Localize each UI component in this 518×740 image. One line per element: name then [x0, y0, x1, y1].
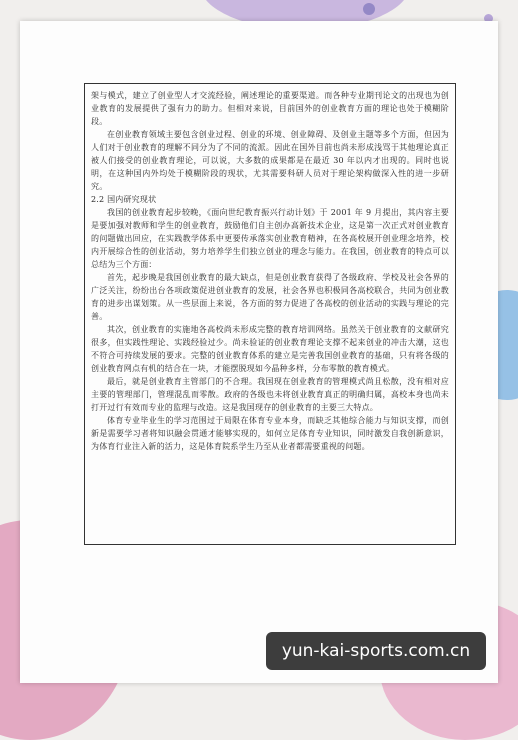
watermark-url: yun-kai-sports.com.cn [266, 632, 486, 670]
paragraph-conclusion: 体育专业毕业生的学习范围过于局限在体育专业本身，而缺乏其他综合能力与知识支撑，而创新是需要学习者将知识融会贯通才能够实现的，如何立足体育专业知识，同时激发自我创新意识，为体育行业注入新的活力，这是体育院系学生乃至从业者都需要重视的问题。 [91, 416, 449, 451]
paragraph-point-first: 首先，起步晚是我国创业教育的最大缺点，但是创业教育获得了各级政府、学校及社会各界的广泛关注，纷纷出台各项政策促进创业教育的发展，社会各界也积极同各高校联合，共同为创业教育的进步出谋划策。从一些层面上来说，各方面的努力促进了各高校的创业活动的实践与理论的完善。 [91, 273, 449, 321]
paragraph-domestic-intro: 我国的创业教育起步较晚，《面向世纪教育振兴行动计划》于 2001 年 9 月提出，其内容主要是要加强对教师和学生的创业教育，鼓励他们自主创办高新技术企业，这是第一次正式对创业教育的问题做出回应，在实践教学体系中更要传承落实创业教育精神，在各高校展开创业理念培养，校内开展综合性的创业活动，努力培养学生们独立创业的理念与能力。在我国，创业教育的特点可以总结为三个方面： [91, 208, 449, 269]
paragraph-foreign-theory: 在创业教育领域主要包含创业过程、创业的环境、创业障碍、及创业主题等多个方面，但因为人们对于创业教育的理解不同分为了不同的流派。因此在国外目前也尚未形成浅骂于其他理论真正被人们接受的创业教育理论，可以说，大多数的成果都是在最近 30 年以内才出现的。同时也说明，在这种国内外均处于模糊阶段的现状，尤其需要科研人员对于理论架构做深入性的进一步研究。 [91, 130, 449, 191]
paragraph-continuation: 架与模式，建立了创业型人才交流经验，阐述理论的重要渠道。而各种专业期刊论文的出现也为创业教育的发展提供了强有力的助力。但相对来说，目前国外的创业教育方面的理论也处于模糊阶段。 [91, 91, 449, 126]
document-page [20, 21, 498, 683]
text-frame [84, 83, 456, 545]
decor-dot-top [363, 3, 375, 15]
body-text [91, 89, 449, 453]
paragraph-point-last: 最后，就是创业教育主管部门的不合理。我国现在创业教育的管理模式尚且松散，没有相对应主要的管理部门，管理混乱而零散。政府的各级也未将创业教育真正的明确归属，高校本身也尚未打开过行有效而专业的监理与改造。这是我国现存的创业教育的主要三大特点。 [91, 377, 449, 412]
paragraph-point-second: 其次，创业教育的实施地各高校尚未形成完整的教育培训网络。虽然关于创业教育的文献研究很多，但实践性理论、实践经验过少。尚未验证的创业教育理论支撑不起来创业的冲击大潮，这也不符合可持续发展的要求。完整的创业教育体系的建立是完善我国创业教育的基础，只有将各级的创业教育网点有机的结合在一块，才能摆脱现如今晶种多样，分布零散的教育模式。 [91, 325, 449, 373]
section-heading-domestic-research: 2.2 国内研究现状 [91, 195, 157, 204]
